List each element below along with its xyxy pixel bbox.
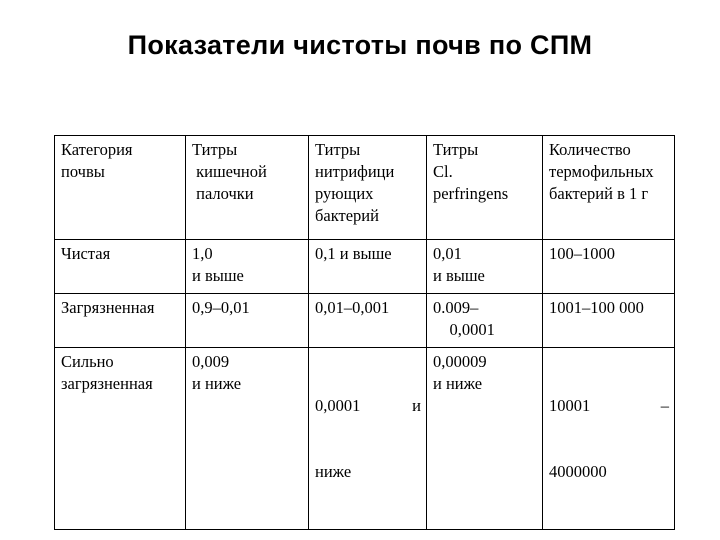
header-cell-nitrifying: Титры нитрифици рующих бактерий xyxy=(309,136,427,240)
cell-category: Чистая xyxy=(55,240,186,294)
cell-perfringens: 0,00009 и ниже xyxy=(427,348,543,530)
page-title: Показатели чистоты почв по СПМ xyxy=(127,30,593,60)
header-cell-perfringens: Титры Cl. perfringens xyxy=(427,136,543,240)
thermophilic-from: 10001 xyxy=(549,396,591,415)
thermophilic-dash: – xyxy=(660,396,669,415)
nitrifying-conj: и xyxy=(412,396,421,415)
soil-purity-table xyxy=(54,135,675,530)
cell-category: Загрязненная xyxy=(55,294,186,348)
cell-nitrifying: 0,1 и выше xyxy=(309,240,427,294)
nitrifying-suffix: ниже xyxy=(315,462,352,481)
thermophilic-line xyxy=(549,395,669,417)
cell-thermophilic: 100–1000 xyxy=(543,240,675,294)
cell-perfringens: 0,01 и выше xyxy=(427,240,543,294)
cell-coli: 0,009 и ниже xyxy=(186,348,309,530)
cell-coli: 1,0 и выше xyxy=(186,240,309,294)
header-cell-coli: Титры кишечной палочки xyxy=(186,136,309,240)
header-cell-thermophilic: Количество термофильных бактерий в 1 г xyxy=(543,136,675,240)
nitrifying-value: 0,0001 xyxy=(315,396,361,415)
cell-coli: 0,9–0,01 xyxy=(186,294,309,348)
table-row xyxy=(55,348,675,530)
table-row xyxy=(55,240,675,294)
header-cell-category: Категория почвы xyxy=(55,136,186,240)
nitrifying-line xyxy=(315,395,421,417)
cell-nitrifying xyxy=(309,348,427,530)
cell-nitrifying: 0,01–0,001 xyxy=(309,294,427,348)
table-header-row xyxy=(55,136,675,240)
cell-thermophilic xyxy=(543,348,675,530)
table-row xyxy=(55,294,675,348)
cell-category: Сильно загрязненная xyxy=(55,348,186,530)
cell-thermophilic: 1001–100 000 xyxy=(543,294,675,348)
thermophilic-to: 4000000 xyxy=(549,462,607,481)
cell-perfringens: 0.009– 0,0001 xyxy=(427,294,543,348)
